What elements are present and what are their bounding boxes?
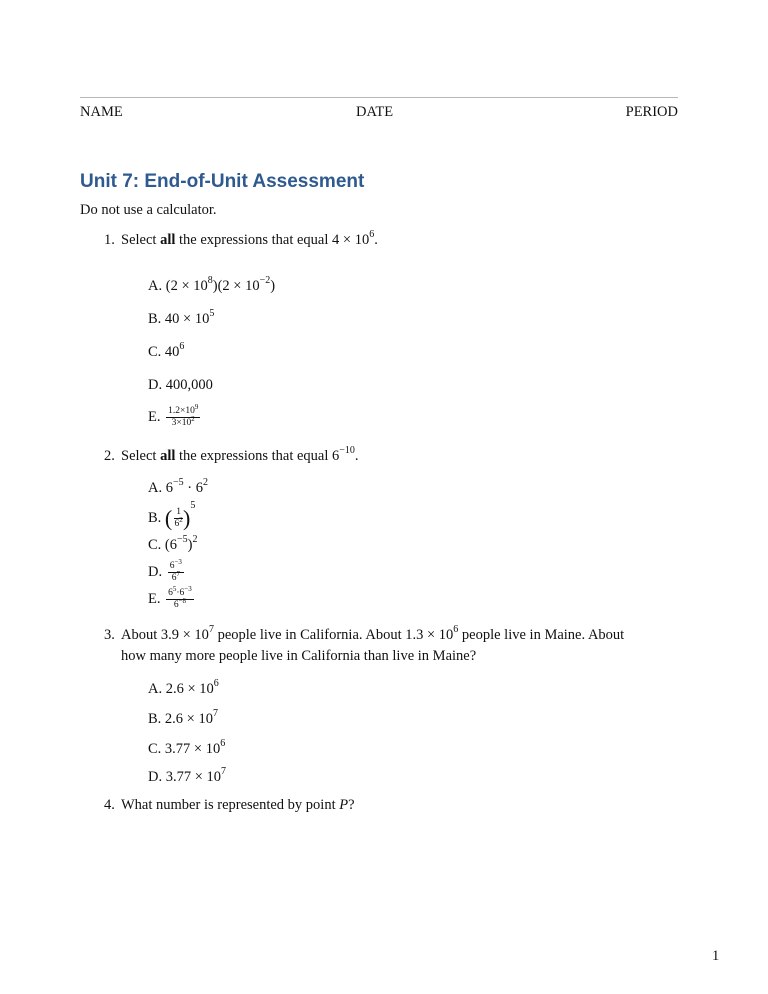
exponent: 7 (221, 766, 227, 777)
option-label: B. (148, 711, 165, 727)
question-stem (104, 445, 359, 465)
exponent: 2 (191, 415, 195, 423)
answer-option (148, 558, 184, 584)
answer-option (148, 341, 185, 361)
exponent: 2 (192, 534, 198, 545)
question-stem (104, 229, 378, 249)
question-number: 2. (104, 448, 115, 464)
bold-text: all (160, 232, 176, 248)
option-label: C. (148, 741, 165, 757)
text-run: 3.77 × 10 (165, 769, 222, 785)
option-label: E. (148, 590, 165, 607)
option-label: B. (148, 510, 165, 526)
denominator (174, 516, 183, 530)
exponent: 2 (202, 477, 208, 488)
exponent: 2 (179, 516, 183, 525)
text-run: 6 (168, 588, 173, 598)
option-label: E. (148, 408, 165, 425)
answer-option (148, 308, 215, 328)
page-title: Unit 7: End-of-Unit Assessment (80, 171, 365, 192)
option-label: B. (148, 311, 165, 327)
answer-option (148, 500, 196, 531)
exponent: 7 (212, 708, 218, 719)
text-run: 6 (174, 519, 180, 530)
option-label: C. (148, 537, 165, 553)
numerator (166, 403, 200, 418)
option-label: D. (148, 563, 166, 580)
option-label: A. (148, 480, 166, 496)
fraction (166, 585, 194, 611)
exponent: 5 (190, 500, 196, 511)
text-run: ? (348, 797, 355, 813)
answer-option (148, 738, 226, 758)
exponent: −8 (178, 597, 187, 605)
period-label: PERIOD (625, 104, 678, 120)
text-run: (6 (164, 537, 178, 553)
text-run: 1.2×10 (168, 406, 195, 416)
text-run: About 3.9 × 10 (121, 627, 209, 643)
exponent: 7 (176, 570, 180, 578)
fraction (168, 558, 184, 584)
option-label: C. (148, 344, 165, 360)
question-stem (104, 624, 625, 644)
text-run: 40 (164, 344, 180, 360)
exponent: −5 (172, 477, 184, 488)
exponent: 9 (194, 403, 199, 411)
answer-option (148, 678, 219, 698)
text-run: Select (121, 448, 161, 464)
option-label: D. (148, 377, 166, 393)
exponent: 6 (213, 678, 219, 689)
text-run: 6 (173, 600, 179, 610)
exponent: 6 (179, 341, 185, 352)
answer-option (148, 275, 276, 295)
exponent: −5 (177, 534, 188, 545)
exponent: 5 (209, 308, 215, 319)
question-number: 3. (104, 627, 115, 643)
exponent: 6 (220, 738, 226, 749)
exponent: −3 (184, 585, 192, 593)
italic-variable: P (339, 797, 349, 813)
name-label: NAME (80, 104, 123, 120)
text-run: 400,000 (165, 377, 213, 393)
instructions: Do not use a calculator. (80, 202, 217, 218)
text-run: ·6 (176, 588, 185, 598)
page-number: 1 (712, 948, 720, 964)
parenthesis: ) (183, 505, 191, 531)
text-run: ) (270, 278, 276, 294)
text-run: . (374, 232, 378, 248)
text-run: 3.77 × 10 (164, 741, 221, 757)
text-run: 6 (165, 480, 173, 496)
text-run: Select (121, 232, 161, 248)
option-label: A. (148, 681, 166, 697)
answer-option (148, 708, 218, 728)
exponent: −2 (259, 275, 271, 286)
text-run: 6 (171, 573, 177, 583)
question-number: 4. (104, 797, 115, 813)
question-number: 1. (104, 232, 115, 248)
fraction (166, 403, 200, 429)
text-run: (2 × 10 (165, 278, 208, 294)
text-run: )(2 × 10 (212, 278, 260, 294)
text-run: 3×10 (171, 418, 192, 428)
text-run: 1 (176, 507, 181, 518)
bold-text: all (160, 448, 176, 464)
denominator (173, 597, 187, 611)
answer-option (148, 534, 198, 554)
text-run: people live in California. About 1.3 × 10 (213, 627, 454, 643)
date-label: DATE (356, 104, 394, 120)
text-run: · 6 (183, 480, 203, 496)
answer-option (148, 766, 227, 786)
exponent: 6 (369, 229, 375, 240)
answer-option (148, 377, 213, 394)
option-label: D. (148, 769, 166, 785)
text-run: ) (187, 537, 193, 553)
text-run: 40 × 10 (164, 311, 210, 327)
question-stem (104, 797, 355, 814)
text-run: 2.6 × 10 (165, 681, 214, 697)
question-stem-continued (121, 648, 476, 665)
exponent: 5 (172, 585, 177, 593)
parenthesis: ( (164, 505, 173, 531)
fraction (174, 507, 183, 530)
text-run: 6 (169, 561, 175, 571)
text-run: the expressions that equal 4 × 10 (175, 232, 370, 248)
denominator (171, 415, 195, 429)
text-run: 2.6 × 10 (164, 711, 213, 727)
answer-option (148, 477, 208, 497)
text-run: What number is represented by point (121, 797, 340, 813)
text-run: the expressions that equal 6 (175, 448, 340, 464)
answer-option (148, 403, 200, 429)
exponent: 7 (208, 624, 214, 635)
header-rule (80, 97, 678, 98)
exponent: 6 (453, 624, 459, 635)
text-run: people live in Maine. About (458, 627, 625, 643)
text-run: how many more people live in California than live in Maine? (121, 648, 477, 664)
denominator (171, 570, 180, 584)
answer-option (148, 585, 194, 611)
exponent: −10 (339, 445, 355, 456)
exponent: 8 (207, 275, 213, 286)
text-run: . (354, 448, 359, 464)
option-label: A. (148, 278, 166, 294)
exponent: −3 (174, 558, 182, 566)
